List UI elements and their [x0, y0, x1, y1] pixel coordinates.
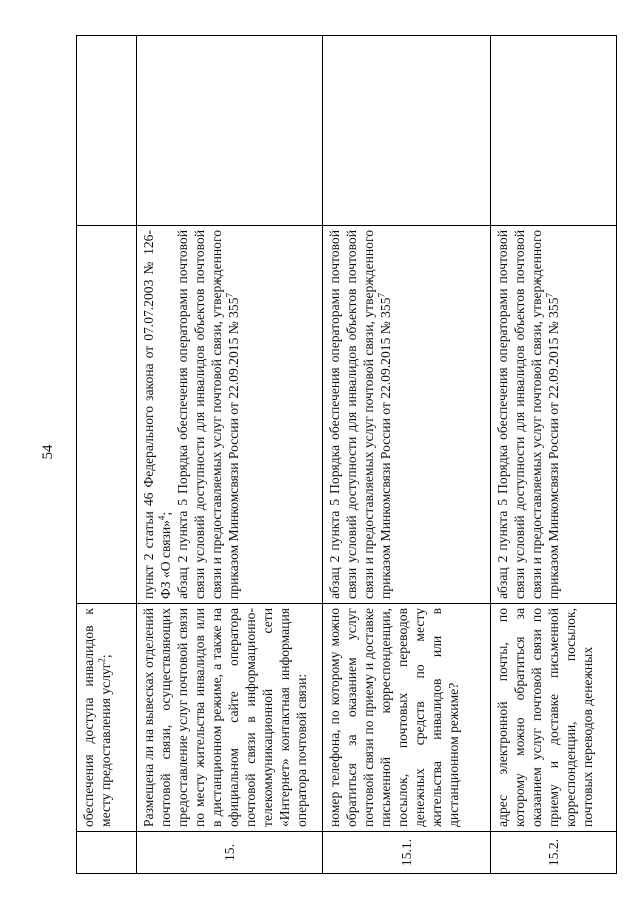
basis-cell: [137, 226, 323, 604]
requirements-table: [76, 35, 617, 874]
basis-item: [140, 230, 174, 599]
basis-text: абзац 2 пункта 5 Порядка обеспечения операторами почтовой связи условий доступности для инвалидов объектов почтовой связи и предоставляемых услуг почтовой связи, утвержденного приказом Минкомсвязи России от 22.09.2015 № 355: [175, 230, 241, 599]
basis-cell: [323, 226, 491, 604]
requirement-cell: [77, 604, 137, 832]
requirement-cell: адрес электронной почты, по которому можно обратиться за оказанием услуг почтовой связи по приему и доставке письменной корреспонденции, посылок, почтовых переводов денежных: [491, 604, 617, 832]
footnote-ref: 4: [156, 515, 167, 521]
basis-text: пункт 2 статьи 46 Федерального закона от 07.07.2003 № 126-ФЗ «О связи»: [141, 230, 173, 599]
rotated-table-area: [76, 36, 616, 874]
page-number: 54: [40, 444, 56, 460]
basis-cell: [491, 226, 617, 604]
footnote-ref: 7: [376, 292, 387, 298]
requirement-text: обеспечения доступа инвалидов к месту предоставления услуг: [81, 608, 113, 827]
footnote-ref: 7: [544, 292, 555, 298]
row-number: 15.: [137, 832, 323, 874]
extra-cell: [323, 36, 491, 226]
row-number: 15.1.: [323, 832, 491, 874]
table-row: [323, 36, 491, 874]
row-number: 15.2.: [491, 832, 617, 874]
requirement-cell: номер телефона, по которому можно обратиться за оказанием услуг почтовой связи по приему и доставке письменной корреспонденции, посылок, почтовых переводов денежных средств по месту жительства инвалидов или в дистанционном режиме?: [323, 604, 491, 832]
table-row: [137, 36, 323, 874]
basis-item: [174, 230, 242, 599]
requirement-cell: Размещена ли на вывесках отделений почтовой связи, осуществляющих предоставление услуг почтовой связи по месту жительства инвалидов или в дистанционном режиме, а также на официальном сайте оператора почтовой связи в информационно-телекоммуникационной сети «Интернет» контактная информация оператора почтовой связи:: [137, 604, 323, 832]
table-row: [77, 36, 137, 874]
basis-cell: [77, 226, 137, 604]
basis-tail: ;: [158, 511, 173, 516]
basis-text: абзац 2 пункта 5 Порядка обеспечения операторами почтовой связи условий доступности для инвалидов объектов почтовой связи и предоставляемых услуг почтовой связи, утвержденного приказом Минкомсвязи России от 22.09.2015 № 355: [495, 230, 561, 599]
extra-cell: [491, 36, 617, 226]
footnote-ref: 7: [224, 292, 235, 298]
requirement-tail: ;: [98, 654, 113, 659]
basis-text: абзац 2 пункта 5 Порядка обеспечения операторами почтовой связи условий доступности для инвалидов объектов почтовой связи и предоставляемых услуг почтовой связи, утвержденного приказом Минкомсвязи России от 22.09.2015 № 355: [327, 230, 393, 599]
extra-cell: [77, 36, 137, 226]
row-number: [77, 832, 137, 874]
extra-cell: [137, 36, 323, 226]
table-sheet: [76, 36, 616, 874]
table-row: [491, 36, 617, 874]
footnote-ref: 2: [96, 658, 107, 663]
